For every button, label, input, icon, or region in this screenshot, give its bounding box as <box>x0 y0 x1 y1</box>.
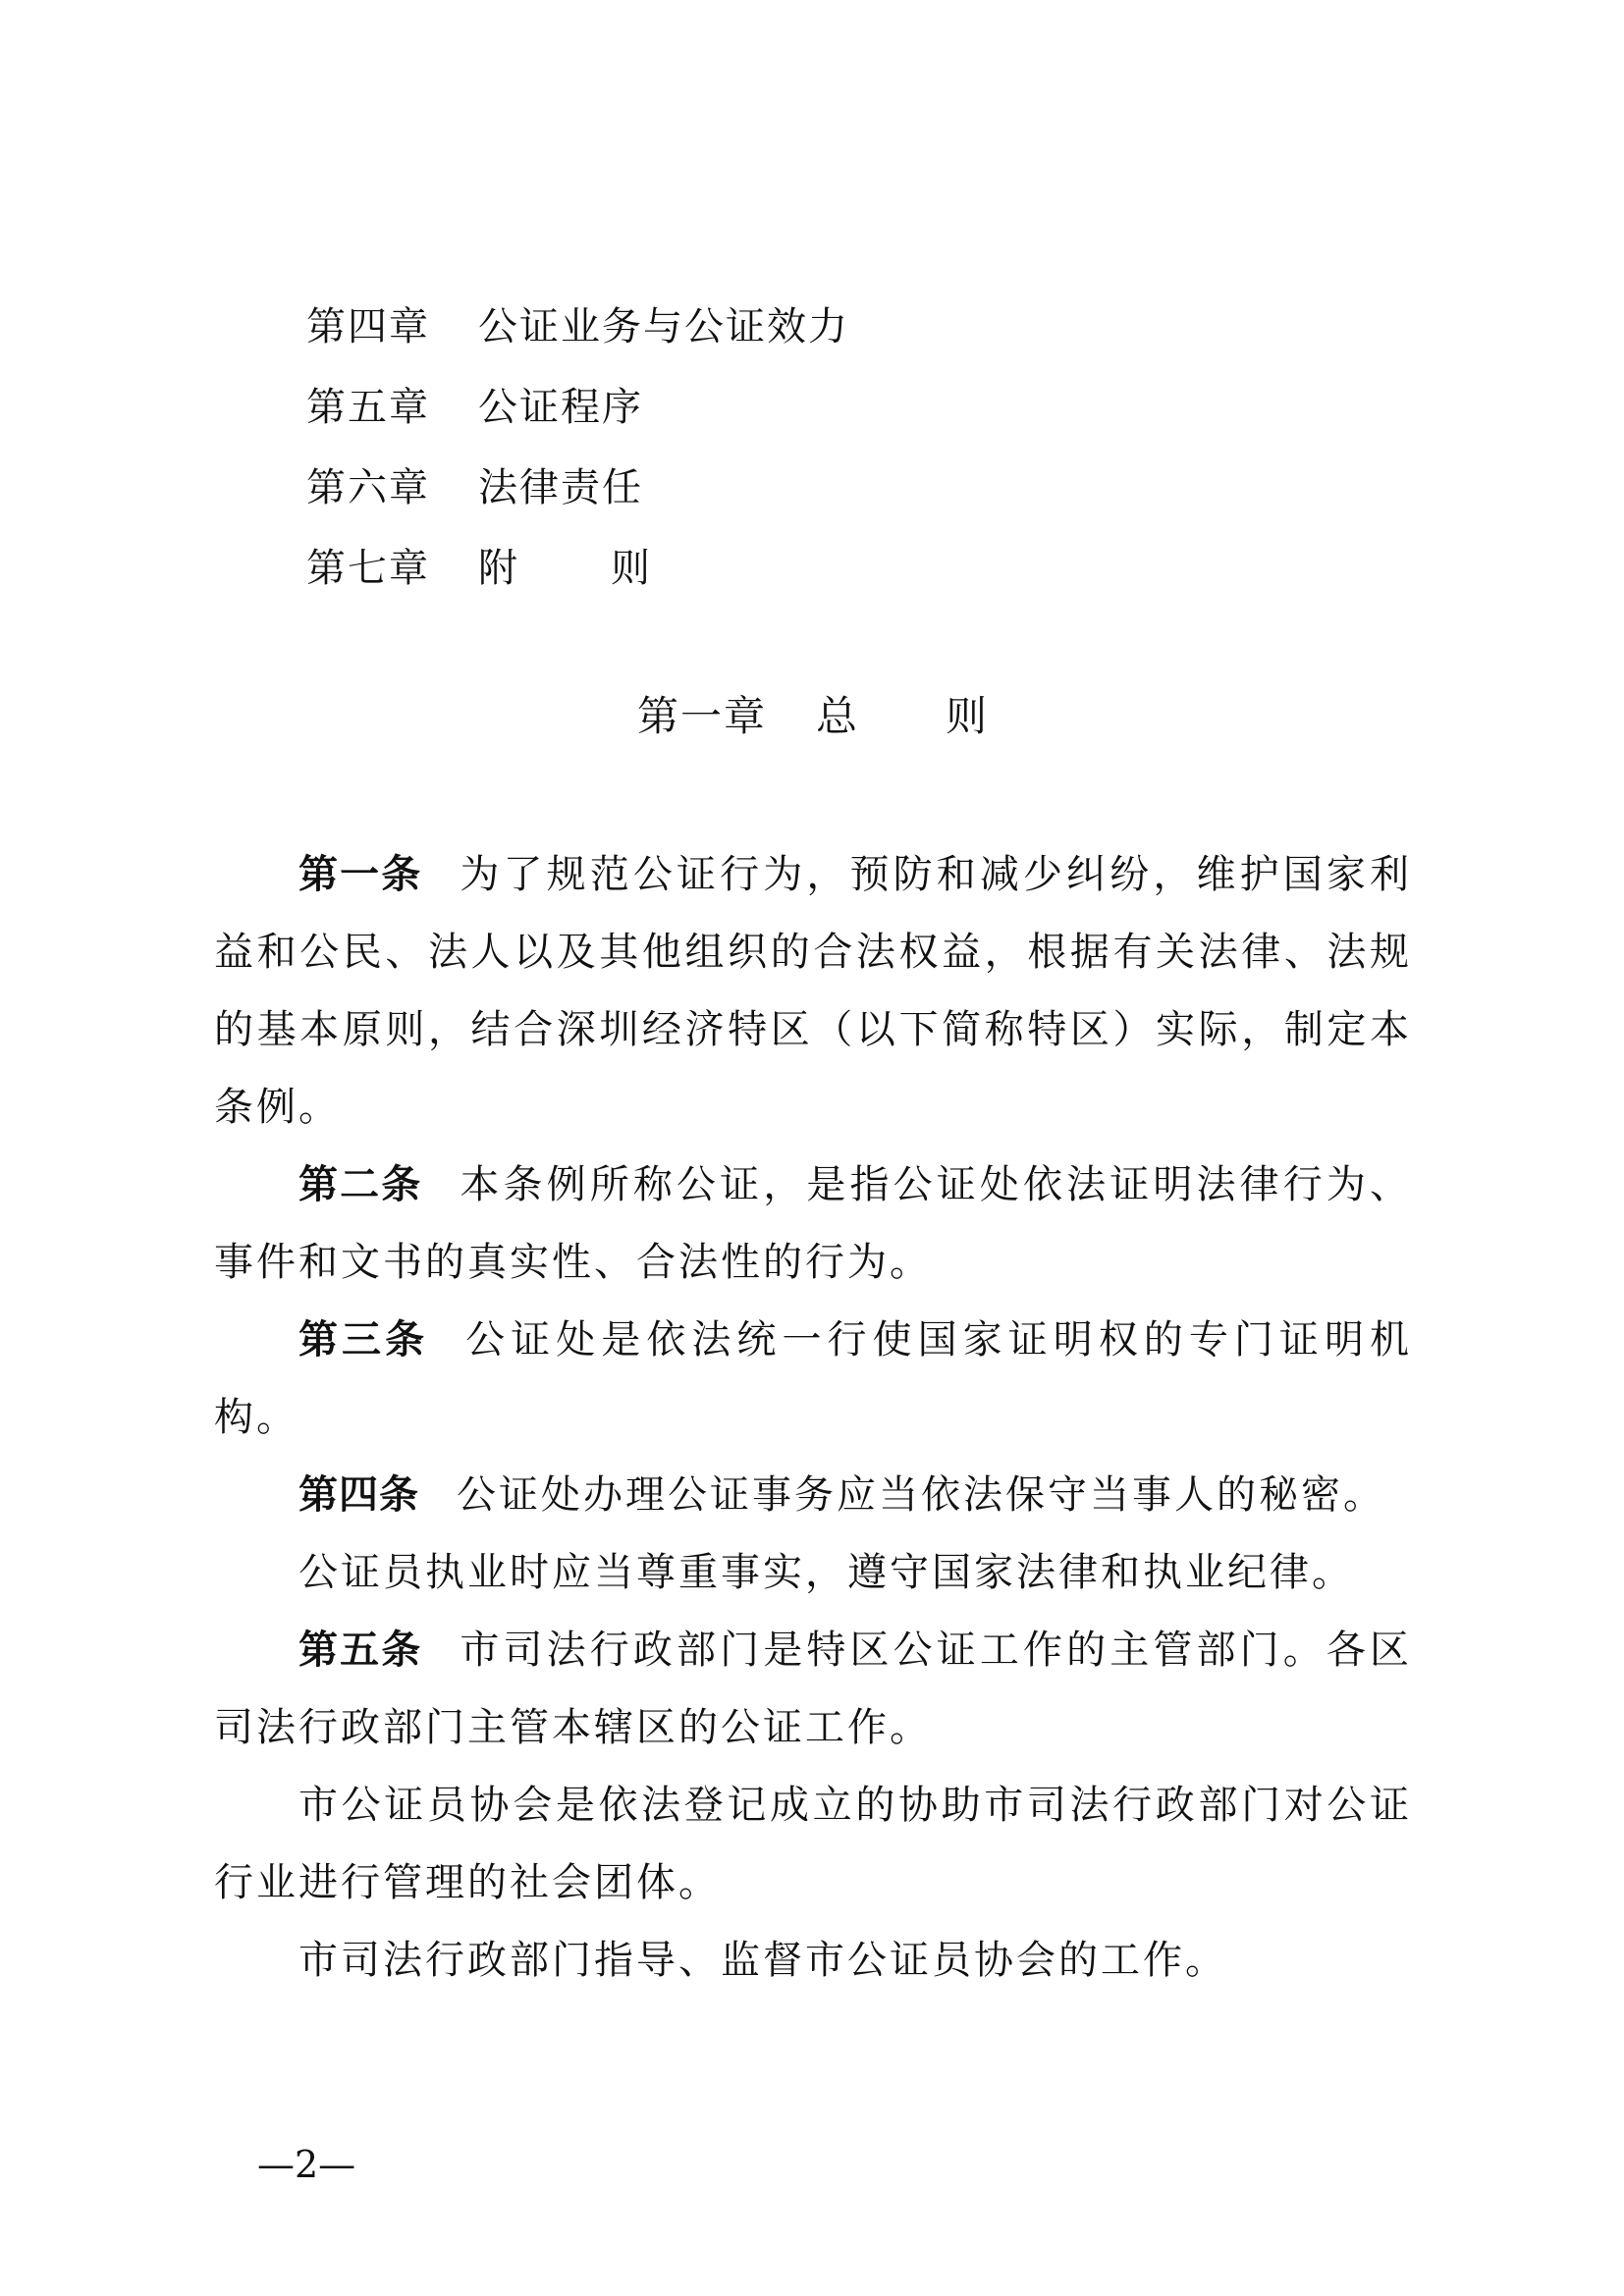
article-paragraph <box>214 1612 1412 1767</box>
article-text: 市司法行政部门是特区公证工作的主管部门。各区司法行政部门主管本辖区的公证工作。 <box>214 1628 1412 1750</box>
toc-entry <box>306 528 849 609</box>
toc-chapter-title <box>478 546 650 591</box>
toc-entry <box>306 448 849 528</box>
page-number: —2— <box>257 2143 356 2186</box>
article-text: 市司法行政部门指导、监督市公证员协会的工作。 <box>298 1938 1227 1983</box>
article-text: 公证处办理公证事务应当依法保守当事人的秘密。 <box>457 1472 1385 1518</box>
toc-chapter-title: 公证业务与公证效力 <box>478 304 849 349</box>
article-paragraph <box>214 1302 1412 1457</box>
document-body <box>214 836 1412 2000</box>
chapter-heading <box>0 687 1624 746</box>
toc-entry <box>306 287 849 367</box>
article-text: 公证员执业时应当尊重事实，遵守国家法律和执业纪律。 <box>298 1550 1354 1595</box>
article-label: 第五条 <box>298 1628 423 1673</box>
article-paragraph <box>214 836 1412 1147</box>
chapter-number: 第一章 <box>636 692 767 740</box>
article-paragraph <box>214 1922 1412 2000</box>
toc-chapter-number: 第六章 <box>306 465 430 510</box>
toc-entry <box>306 367 849 448</box>
article-text: 公证处是依法统一行使国家证明权的专门证明机构。 <box>214 1317 1413 1440</box>
article-label: 第四条 <box>298 1472 419 1518</box>
article-text: 本条例所称公证，是指公证处依法证明法律行为、事件和文书的真实性、合法性的行为。 <box>214 1162 1412 1285</box>
toc-chapter-number: 第五章 <box>306 385 430 430</box>
table-of-contents <box>306 287 849 609</box>
article-label: 第三条 <box>298 1317 429 1362</box>
article-paragraph <box>214 1147 1412 1302</box>
toc-chapter-title: 公证程序 <box>478 385 643 430</box>
chapter-title-part: 则 <box>946 692 988 740</box>
chapter-title-part: 总 <box>815 692 857 740</box>
article-text: 市公证员协会是依法登记成立的协助市司法行政部门对公证行业进行管理的社会团体。 <box>214 1783 1412 1905</box>
article-paragraph <box>214 1534 1412 1612</box>
toc-title-part: 附 <box>478 546 517 591</box>
toc-chapter-number: 第四章 <box>306 304 430 349</box>
toc-chapter-number: 第七章 <box>306 546 430 591</box>
article-label: 第一条 <box>298 852 423 897</box>
article-label: 第二条 <box>298 1162 423 1207</box>
toc-chapter-title: 法律责任 <box>478 465 643 510</box>
toc-title-part: 则 <box>611 546 650 591</box>
article-paragraph <box>214 1767 1412 1922</box>
article-text: 为了规范公证行为，预防和减少纠纷，维护国家利益和公民、法人以及其他组织的合法权益，根据有关法律、法规的基本原则，结合深圳经济特区（以下简称特区）实际，制定本条例。 <box>214 852 1412 1130</box>
article-paragraph <box>214 1457 1412 1534</box>
